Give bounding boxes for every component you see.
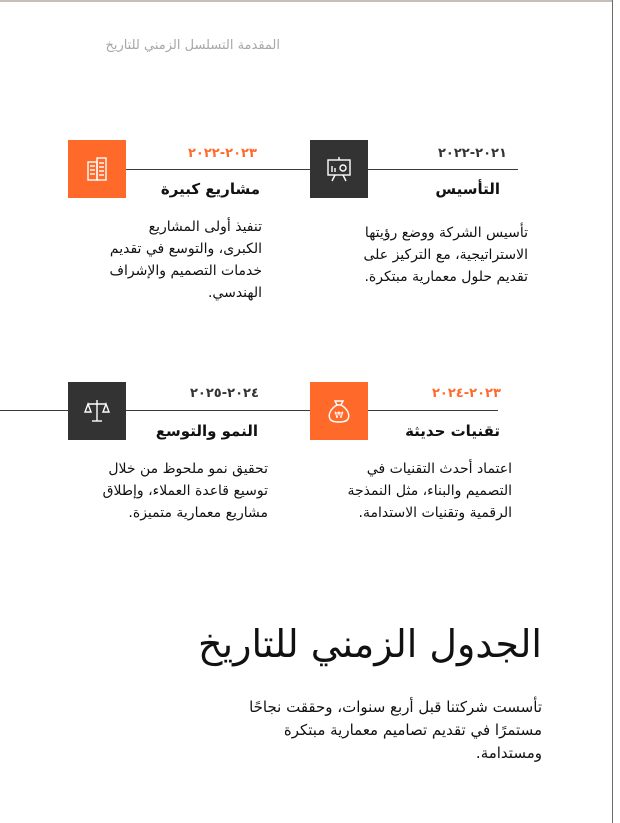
money-bag-icon bbox=[310, 382, 368, 440]
intro-paragraph: تأسست شركتنا قبل أربع سنوات، وحققت نجاحًا مستمرًا في تقديم تصاميم معمارية مبتكرة ومستدامة. bbox=[249, 698, 542, 762]
timeline-title-1: التأسيس bbox=[435, 180, 500, 198]
page-header-title: المقدمة التسلسل الزمني للتاريخ bbox=[105, 38, 280, 53]
buildings-icon bbox=[68, 140, 126, 198]
timeline-years-1: ٢٠٢١-٢٠٢٢ bbox=[438, 146, 507, 161]
timeline-title-3: تقنيات حديثة bbox=[405, 422, 500, 440]
timeline-years-4: ٢٠٢٤-٢٠٢٥ bbox=[190, 386, 259, 401]
timeline-title-4: النمو والتوسع bbox=[155, 422, 258, 440]
right-border bbox=[612, 0, 613, 823]
timeline-years-2: ٢٠٢٣-٢٠٢٢ bbox=[188, 146, 257, 161]
scales-icon bbox=[68, 382, 126, 440]
page-title: الجدول الزمني للتاريخ bbox=[198, 622, 542, 666]
top-border bbox=[0, 0, 612, 2]
svg-text:₩: ₩ bbox=[334, 411, 344, 421]
presentation-board-icon bbox=[310, 140, 368, 198]
timeline-years-3: ٢٠٢٣-٢٠٢٤ bbox=[432, 386, 501, 401]
timeline-desc-4: تحقيق نمو ملحوظ من خلال توسيع قاعدة العملاء، وإطلاق مشاريع معمارية متميزة. bbox=[102, 461, 268, 521]
timeline-line-row1 bbox=[68, 169, 518, 170]
timeline-desc-3: اعتماد أحدث التقنيات في التصميم والبناء، مثل النمذجة الرقمية وتقنيات الاستدامة. bbox=[347, 461, 512, 521]
timeline-desc-2: تنفيذ أولى المشاريع الكبرى، والتوسع في تقديم خدمات التصميم والإشراف الهندسي. bbox=[109, 219, 262, 301]
timeline-title-2: مشاريع كبيرة bbox=[160, 180, 260, 198]
timeline-desc-1: تأسيس الشركة ووضع رؤيتها الاستراتيجية، مع التركيز على تقديم حلول معمارية مبتكرة. bbox=[363, 225, 528, 285]
